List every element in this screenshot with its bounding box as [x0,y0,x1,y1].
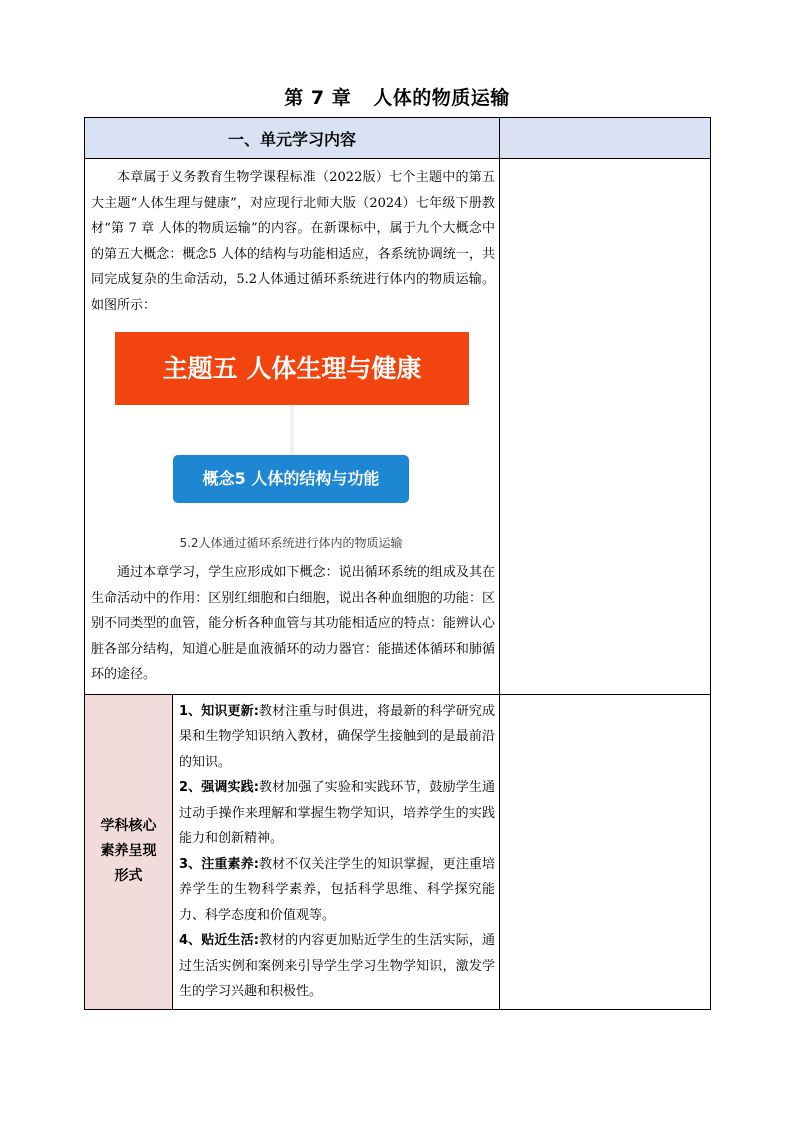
point-heading: 3、注重素养: [179,856,259,872]
summary-paragraph: 通过本章学习，学生应形成如下概念：说出循环系统的组成及其在生命活动中的作用：区别红细胞和白细胞，说出各种血细胞的功能：区别不同类型的血管，能分析各种血管与其功能相适应的特点：能辨认心脏各部分结构，知道心脏是血液循环的动力器官：能描述体循环和肺循环的途径。 [91,565,496,682]
intro-paragraph: 本章属于义务教育生物学课程标准（2022版）七个主题中的第五大主题“人体生理与健康”，对应现行北师大版（2024）七年级下册教材“第 7 章 人体的物质运输”的内容。在新课标中，属于九个大概念中的第五大概念：概念5 人体的结构与功能相适应，各系统协调统一，共同完成复杂的生命活动，5.2人体通过循环系统进行体内的物质运输。如图所示： [91,170,496,313]
notes-cell-2 [500,694,711,1009]
header-blank-cell [500,118,711,159]
chapter-number: 第 7 章 [284,87,352,109]
chapter-name: 人体的物质运输 [373,87,510,109]
point-heading: 4、贴近生活: [179,933,259,948]
page-title [0,83,794,110]
content-table [84,117,711,1010]
theme-box: 主题五 人体生理与健康 [115,332,469,405]
literacy-label-cell [85,694,173,1009]
point-text: 教材加强了实验和实践环节，鼓励学生通过动手操作来理解和掌握生物学知识，培养学生的实践能力和创新精神。 [179,780,496,846]
point-heading: 1、知识更新: [179,703,259,719]
point-heading: 2、强调实践: [179,780,259,795]
point-item [179,699,495,776]
point-item [179,928,495,1005]
point-item [179,852,495,929]
point-text: 教材注重与时俱进，将最新的科学研究成果和生物学知识纳入教材，确保学生接触到的是最前沿的知识。 [179,703,496,770]
point-text: 教材的内容更加贴近学生的生活实际，通过生活实例和案例来引导学生学习生物学知识，激发学生的学习兴趣和积极性。 [179,933,496,999]
unit-content-cell [85,159,500,695]
connector-line [290,405,294,455]
point-item [179,775,495,852]
section-header: 一、单元学习内容 [85,118,500,159]
literacy-label: 学科核心素养呈现形式 [100,818,157,884]
concept-box: 概念5 人体的结构与功能 [173,455,409,503]
point-text: 教材不仅关注学生的知识掌握，更注重培养学生的生物科学素养，包括科学思维、科学探究能力、科学态度和价值观等。 [179,856,496,923]
notes-cell [500,159,711,695]
literacy-points-cell [173,694,500,1009]
concept-figure [91,324,495,560]
sub-concept-label: 5.2人体通过循环系统进行体内的物质运输 [179,536,403,550]
